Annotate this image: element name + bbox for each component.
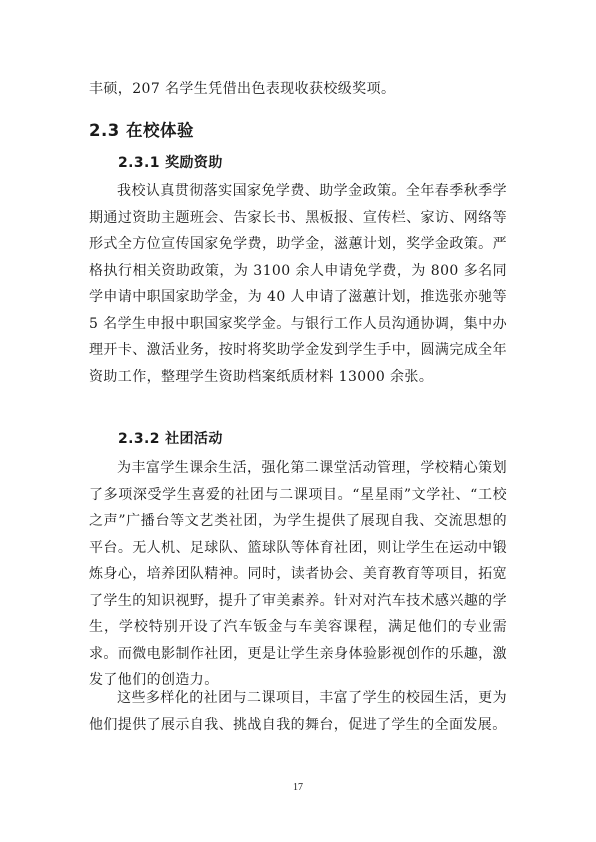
- subsection-heading-scholarships: 2.3.1 奖励资助: [118, 155, 223, 171]
- subsection-heading-clubs: 2.3.2 社团活动: [118, 431, 223, 447]
- scholarships-paragraph: 我校认真贯彻落实国家免学费、助学金政策。全年春季秋季学期通过资助主题班会、告家长书、黑板报、宣传栏、家访、网络等形式全方位宣传国家免学费，助学金，滋蕙计划，奖学金政策。严格执行相关资助政策，为 3100 余人申请免学费，为 800 多名同学申请中职国家助学金，为 40 人申请了滋蕙计划，推选张亦驰等 5 名学生申报中职国家奖学金。与银行工作人员沟通协调，集中办理开卡、激活业务，按时将奖助学金发到学生手中，圆满完成全年资助工作，整理学生资助档案纸质材料 13000 余张。: [89, 183, 507, 385]
- intro-paragraph: 丰硕，207 名学生凭借出色表现收获校级奖项。: [89, 81, 396, 97]
- clubs-paragraph: 为丰富学生课余生活，强化第二课堂活动管理，学校精心策划了多项深受学生喜爱的社团与二课项目。“星星雨”文学社、“工校之声”广播台等文艺类社团，为学生提供了展现自我、交流思想的平台。无人机、足球队、篮球队等体育社团，则让学生在运动中锻炼身心，培养团队精神。同时，读者协会、美育教育等项目，拓宽了学生的知识视野，提升了审美素养。针对对汽车技术感兴趣的学生，学校特别开设了汽车钣金与车美容课程，满足他们的专业需求。而微电影制作社团，更是让学生亲身体验影视创作的乐趣，激发了他们的创造力。: [89, 460, 507, 688]
- section-heading: 2.3 在校体验: [89, 121, 194, 140]
- clubs-summary-paragraph: 这些多样化的社团与二课项目，丰富了学生的校园生活，更为他们提供了展示自我、挑战自我的舞台，促进了学生的全面发展。: [89, 690, 507, 733]
- page-number: 17: [293, 782, 303, 793]
